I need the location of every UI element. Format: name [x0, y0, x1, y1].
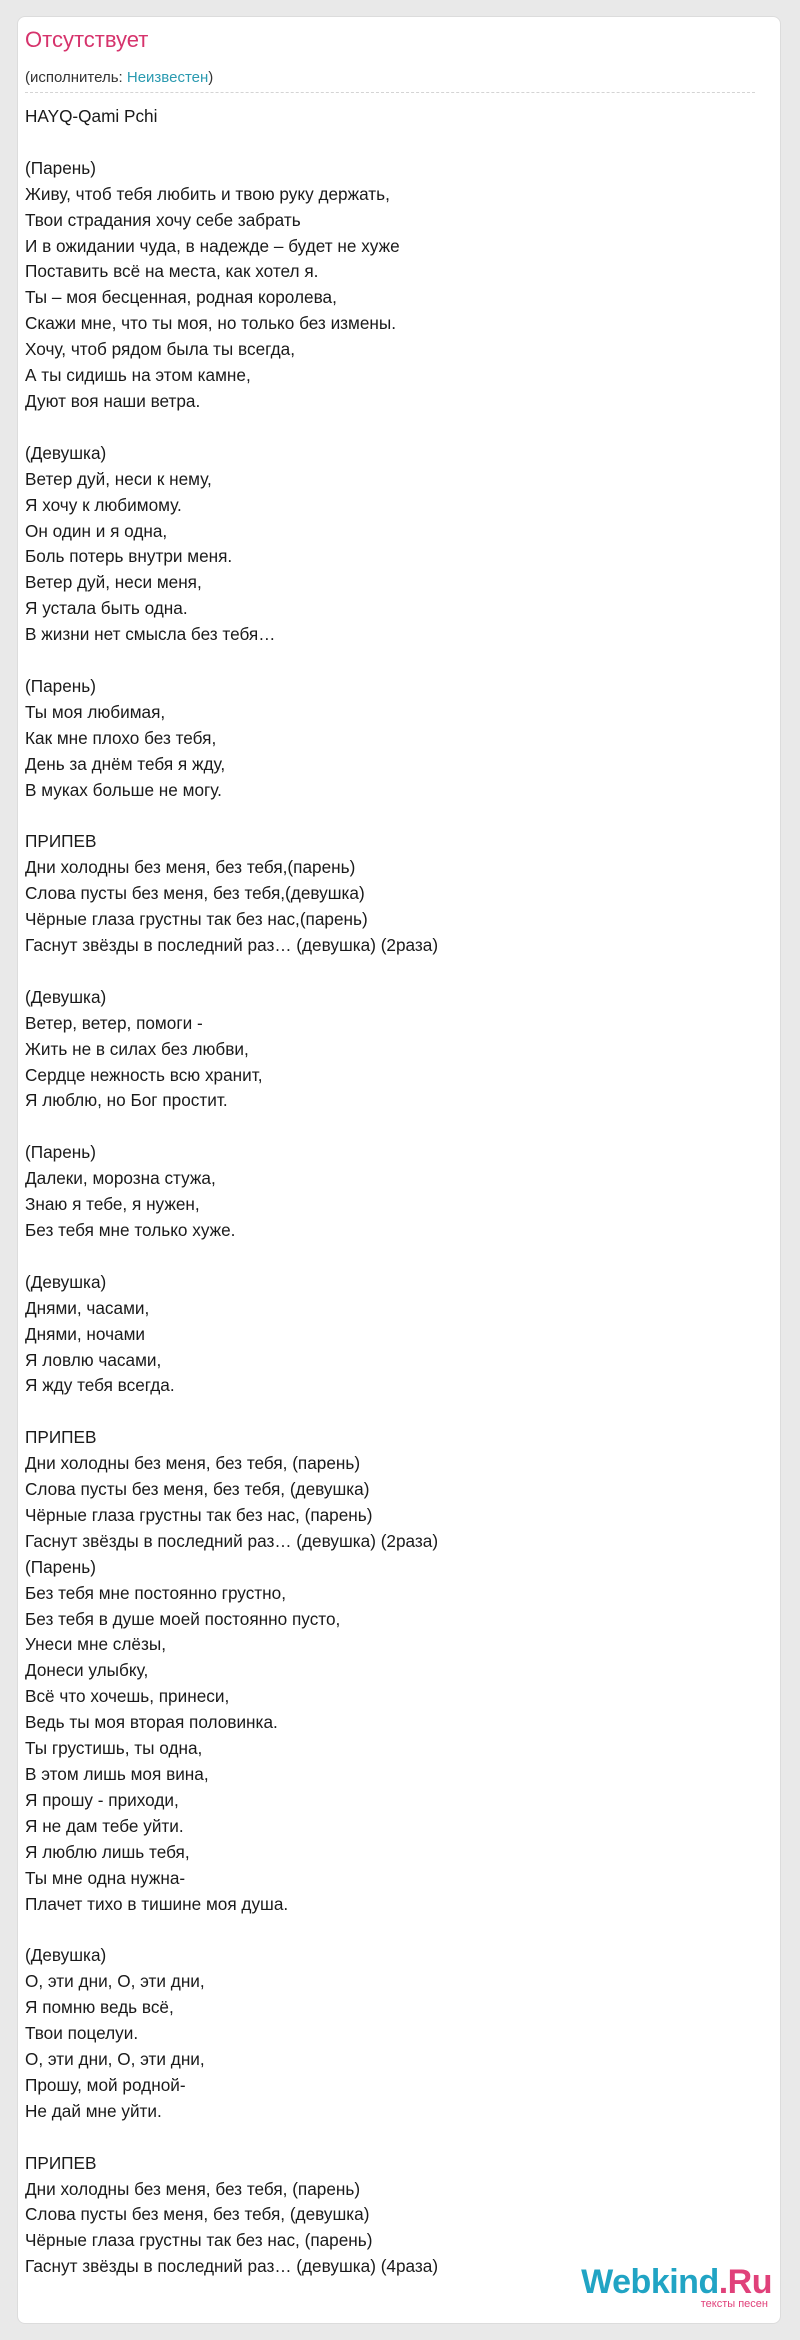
lyrics-text: HAYQ-Qami Pchi (Парень) Живу, чтоб тебя любить и твою руку держать, Твои страдания хочу себе забрать И в ожидании чуда, в надежде – будет не хуже Поставить всё на места, как хотел я. Ты – моя бесценная, родная королева, Скажи мне, что ты моя, но только без измены. Хочу, чтоб рядом была ты всегда, А ты сидишь на этом камне, Дуют воя наши ветра. (Девушка) Ветер дуй, неси к нему, Я хочу к любимому. Он один и я одна, Боль потерь внутри меня. Ветер дуй, неси меня, Я устала быть одна. В жизни нет смысла без тебя… (Парень) Ты моя любимая, Как мне плохо без тебя, День за днём тебя я жду, В муках больше не могу. ПРИПЕВ Дни холодны без меня, без тебя,(парень) Слова пусты без меня, без тебя,(девушка) Чёрные глаза грустны так без нас,(парень) Гаснут звёзды в последний раз… (девушка) (2раза) (Девушка) Ветер, ветер, помоги - Жить не в силах без любви, Сердце нежность всю хранит, Я люблю, но Бог простит. (Парень) Далеки, морозна стужа, Знаю я тебе, я нужен, Без тебя мне только хуже. (Девушка) Днями, часами, Днями, ночами Я ловлю часами, Я жду тебя всегда. ПРИПЕВ Дни холодны без меня, без тебя, (парень) Слова пусты без меня, без тебя, (девушка) Чёрные глаза грустны так без нас, (парень) Гаснут звёзды в последний раз… (девушка) (2раза) (Парень) Без тебя мне постоянно грустно, Без тебя в душе моей постоянно пусто, Унеси мне слёзы, Донеси улыбку, Всё что хочешь, принеси, Ведь ты моя вторая половинка. Ты грустишь, ты одна, В этом лишь моя вина, Я прошу - приходи, Я не дам тебе уйти. Я люблю лишь тебя, Ты мне одна нужна- Плачет тихо в тишине моя душа. (Девушка) О, эти дни, О, эти дни, Я помню ведь всё, Твои поцелуи. О, эти дни, О, эти дни, Прошу, мой родной- Не дай мне уйти. ПРИПЕВ Дни холодны без меня, без тебя, (парень) Слова пусты без меня, без тебя, (девушка) Чёрные глаза грустны так без нас, (парень) Гаснут звёзды в последний раз… (девушка) (4раза): [25, 106, 439, 2277]
webkind-logo[interactable]: [581, 2264, 772, 2310]
title-divider: [25, 92, 755, 93]
logo-wordmark: [581, 2264, 772, 2300]
performer-line: [25, 69, 213, 87]
performer-suffix: ): [208, 69, 214, 86]
performer-link[interactable]: Неизвестен: [126, 69, 209, 86]
logo-subtitle: тексты песен: [700, 2298, 768, 2310]
logo-suffix-text: .Ru: [718, 2263, 772, 2301]
logo-main-text: Webkind: [581, 2263, 719, 2301]
song-title: Отсутствует: [25, 27, 149, 52]
performer-prefix: (исполнитель:: [25, 69, 127, 86]
